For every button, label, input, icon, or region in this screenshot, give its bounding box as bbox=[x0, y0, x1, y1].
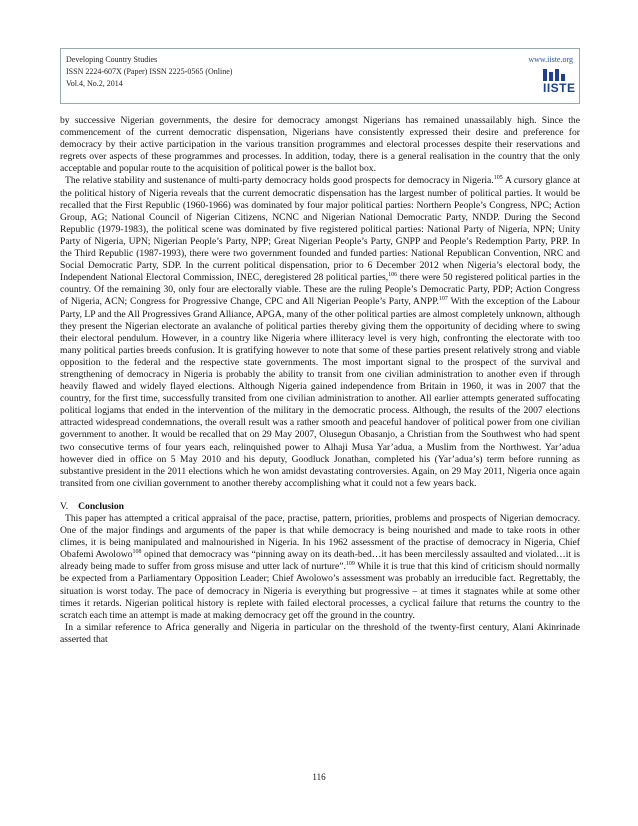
footnote-ref: 107 bbox=[438, 296, 448, 303]
journal-volume: Vol.4, No.2, 2014 bbox=[66, 79, 123, 88]
journal-issn: ISSN 2224-607X (Paper) ISSN 2225-0565 (Online) bbox=[66, 67, 233, 76]
paragraph: This paper has attempted a critical appraisal of the pace, practise, pattern, priorities, problems and prospects of Nigerian democracy. One of the major findings and arguments of the paper is that while democracy is being nourished and made to take roots in other climes, it is being manipulated and malnourished in Nigeria. In his 1962 assessment of the practise of democracy in Nigeria, Chief Obafemi Awolowo$^{108}$ opined that democracy was “pinning away on its death-bed…it has been mercilessly assaulted and violated…it is already being made to suffer from gross misuse and utter lack of nurture”.$^{109}$ While it is true that this kind of criticism should normally be expected from a Parliamentary Opposition Leader; Chief Awolowo’s assessment was probably an irreducible fact. Regrettably, the situation is worst today. The pace of democracy in Nigeria is everything but progressive – at times it stagnates while at some other times it retards. Nigerian political history is replete with failed electoral processes, a cyclical failure that returns the country to the scratch each time an attempt is made at making democracy get off the ground in the country. bbox=[60, 513, 580, 621]
section-title: Conclusion bbox=[78, 500, 124, 512]
journal-info bbox=[66, 54, 232, 90]
article-body bbox=[60, 115, 580, 646]
paragraph: The relative stability and sustenance of multi-party democracy holds good prospects for democracy in Nigeria.$^{105}$ A cursory glance at the political history of Nigeria reveals that the current democratic dispensation has the largest number of political parties. It would be recalled that the First Republic (1960-1966) was dominated by four major political parties: Northern People’s Congress, NPC; Action Group, AG; National Council of Nigerian Citizens, NCNC and Nigerian National Democratic Party, NNDP. During the Second Republic (1979-1983), the political scene was dominated by five registered political parties: National Party of Nigeria, NPN; Unity Party of Nigeria, UPN; Nigerian People’s Party, NPP; Great Nigerian People’s Party, GNPP and People’s Redemption Party, PRP. In the Third Republic (1987-1993), there were two government founded and funded parties: National Republican Convention, NRC and Social Democratic Party, SDP. In the current political dispensation, prior to 6 December 2012 when Nigeria’s electoral body, the Independent National Electoral Commission, INEC, deregistered 28 political parties,$^{106}$ there were 50 registered political parties in the country. Of the remaining 30, only four are electorally viable. These are the ruling People’s Democratic Party, PDP; Action Congress of Nigeria, ACN; Congress for Progressive Change, CPC and All Nigerian People’s Party, ANPP.$^{107}$ With the exception of the Labour Party, LP and the All Progressives Grand Alliance, APGA, many of the other political parties are almost completely unknown, although they present the Nigerian electorate an avalanche of political parties thereby giving them the opportunity of deciding where to swing their electoral pendulum. However, in a country like Nigeria where illiteracy level is very high, confronting the electorate with too many political parties breeds confusion. It is gratifying however to note that some of these parties present relatively strong and viable opposition to the federal and the respective state governments. The most important signal to the prospect of the survival and strengthening of democracy in Nigeria is probably the ability to transit from one civilian administration to another even if through heavily flawed and widely flayed elections. Although Nigeria gained independence from Britain in 1960, it was in 2007 that the country, for the first time, successfully transited from one civilian administration to another. All earlier attempts generated suffocating political logjams that ended in the intervention of the military in the democratic process. Although, the results of the 2007 elections attracted widespread condemnations, the overall result was a rather smooth and peaceful handover of political power from one civilian government to another. It would be recalled that on 29 May 2007, Olusegun Obasanjo, a Christian from the Southwest who had spent two consecutive terms of four years each, relinquished power to Alhaji Musa Yar’adua, a Muslim from the Northwest. Yar’adua however died in office on 5 May 2010 and his deputy, Goodluck Jonathan, completed his (Yar’adua’s) term before running as substantive president in the 2011 elections which he won amidst devastating controversies. Again, on 29 May 2011, Nigeria once again transited from one civilian government to another thereby accomplishing what it could not a few years back. bbox=[60, 175, 580, 489]
logo-bars-icon bbox=[543, 69, 569, 81]
page-number: 116 bbox=[312, 772, 326, 782]
paragraph: In a similar reference to Africa generally and Nigeria in particular on the threshold of the twenty-first century, Alani Akinrinade asserted that bbox=[60, 621, 580, 645]
footnote-ref: 106 bbox=[388, 272, 398, 279]
footnote-ref: 105 bbox=[493, 175, 503, 182]
iiste-logo bbox=[543, 69, 576, 99]
journal-header bbox=[60, 48, 580, 104]
footnote-ref: 108 bbox=[132, 549, 142, 556]
footnote-ref: 109 bbox=[345, 561, 355, 568]
section-number: V. bbox=[60, 500, 69, 512]
section-heading bbox=[60, 501, 580, 513]
logo-text: IISTE bbox=[543, 81, 576, 95]
journal-title: Developing Country Studies bbox=[66, 55, 158, 64]
website-link[interactable]: www.iiste.org bbox=[528, 55, 573, 64]
paragraph: by successive Nigerian governments, the desire for democracy amongst Nigerians has remained unassailably high. Since the commencement of the current democratic dispensation, Nigerians have consistently expressed their desire and preference for democracy by their active participation in the various transition programmes and electoral processes despite their reservations and regrets over aspects of these programmes and processes. In addition, today, there is a general realisation in the country that the only acceptable and popular route to the acquisition of political power is the ballot box. bbox=[60, 115, 580, 175]
